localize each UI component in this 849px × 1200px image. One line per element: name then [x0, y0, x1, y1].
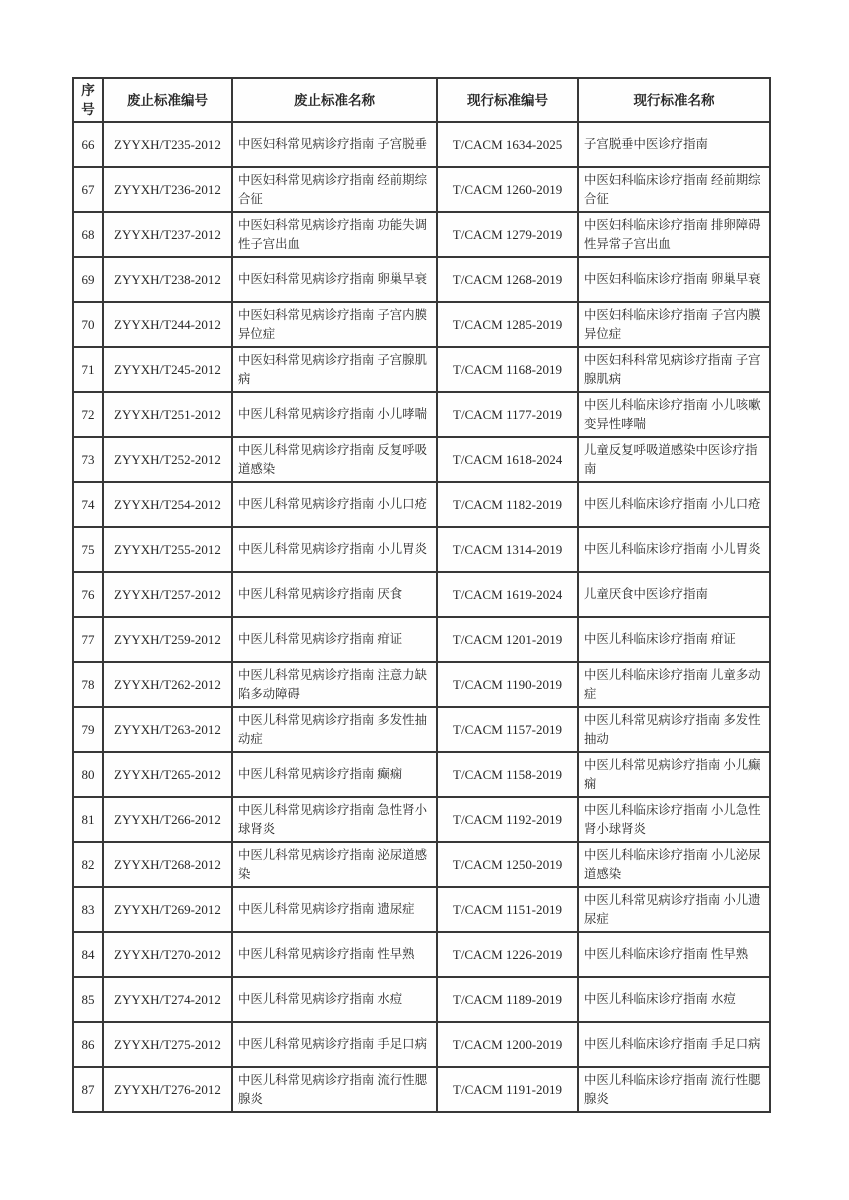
table-row [73, 122, 770, 167]
abolished-code-cell: ZYYXH/T270-2012 [103, 932, 232, 977]
table-row [73, 977, 770, 1022]
abolished-name-cell: 中医儿科常见病诊疗指南 水痘 [232, 977, 437, 1022]
table-row [73, 482, 770, 527]
abolished-name-cell: 中医儿科常见病诊疗指南 急性肾小球肾炎 [232, 797, 437, 842]
abolished-code-cell: ZYYXH/T259-2012 [103, 617, 232, 662]
abolished-name-cell: 中医儿科常见病诊疗指南 小儿口疮 [232, 482, 437, 527]
table-row [73, 662, 770, 707]
abolished-code-cell: ZYYXH/T237-2012 [103, 212, 232, 257]
current-code-cell: T/CACM 1226-2019 [437, 932, 578, 977]
current-code-cell: T/CACM 1190-2019 [437, 662, 578, 707]
abolished-name-cell: 中医儿科常见病诊疗指南 反复呼吸道感染 [232, 437, 437, 482]
abolished-code-cell: ZYYXH/T254-2012 [103, 482, 232, 527]
abolished-name-cell: 中医儿科常见病诊疗指南 疳证 [232, 617, 437, 662]
abolished-name-cell: 中医儿科常见病诊疗指南 小儿胃炎 [232, 527, 437, 572]
table-row [73, 932, 770, 977]
index-cell: 84 [73, 932, 103, 977]
current-name-cell: 儿童反复呼吸道感染中医诊疗指南 [578, 437, 770, 482]
abolished-code-cell: ZYYXH/T252-2012 [103, 437, 232, 482]
abolished-code-cell: ZYYXH/T263-2012 [103, 707, 232, 752]
abolished-code-cell: ZYYXH/T266-2012 [103, 797, 232, 842]
table-row [73, 707, 770, 752]
current-name-cell: 中医妇科临床诊疗指南 子宫内膜异位症 [578, 302, 770, 347]
abolished-name-cell: 中医儿科常见病诊疗指南 手足口病 [232, 1022, 437, 1067]
current-code-cell: T/CACM 1250-2019 [437, 842, 578, 887]
table-row [73, 1022, 770, 1067]
current-code-cell: T/CACM 1158-2019 [437, 752, 578, 797]
table-row [73, 1067, 770, 1112]
index-cell: 87 [73, 1067, 103, 1112]
current-code-cell: T/CACM 1201-2019 [437, 617, 578, 662]
current-name-cell: 中医儿科临床诊疗指南 小儿急性肾小球肾炎 [578, 797, 770, 842]
current-code-cell: T/CACM 1268-2019 [437, 257, 578, 302]
standards-table-header [73, 78, 770, 122]
index-cell: 76 [73, 572, 103, 617]
abolished-name-cell: 中医妇科常见病诊疗指南 子宫内膜异位症 [232, 302, 437, 347]
abolished-name-cell: 中医儿科常见病诊疗指南 泌尿道感染 [232, 842, 437, 887]
index-cell: 80 [73, 752, 103, 797]
col-header-current-name: 现行标准名称 [578, 78, 770, 122]
current-code-cell: T/CACM 1192-2019 [437, 797, 578, 842]
current-name-cell: 中医儿科临床诊疗指南 小儿胃炎 [578, 527, 770, 572]
abolished-name-cell: 中医妇科常见病诊疗指南 子宫脱垂 [232, 122, 437, 167]
table-row [73, 302, 770, 347]
current-code-cell: T/CACM 1177-2019 [437, 392, 578, 437]
current-code-cell: T/CACM 1200-2019 [437, 1022, 578, 1067]
standards-table [72, 77, 771, 1113]
abolished-code-cell: ZYYXH/T265-2012 [103, 752, 232, 797]
table-row [73, 257, 770, 302]
index-cell: 75 [73, 527, 103, 572]
current-name-cell: 中医妇科科常见病诊疗指南 子宫腺肌病 [578, 347, 770, 392]
abolished-code-cell: ZYYXH/T274-2012 [103, 977, 232, 1022]
abolished-name-cell: 中医儿科常见病诊疗指南 流行性腮腺炎 [232, 1067, 437, 1112]
index-cell: 68 [73, 212, 103, 257]
index-cell: 79 [73, 707, 103, 752]
current-name-cell: 中医儿科临床诊疗指南 小儿口疮 [578, 482, 770, 527]
table-row [73, 842, 770, 887]
current-code-cell: T/CACM 1260-2019 [437, 167, 578, 212]
abolished-name-cell: 中医儿科常见病诊疗指南 癫痫 [232, 752, 437, 797]
abolished-code-cell: ZYYXH/T255-2012 [103, 527, 232, 572]
index-cell: 72 [73, 392, 103, 437]
index-cell: 82 [73, 842, 103, 887]
current-code-cell: T/CACM 1618-2024 [437, 437, 578, 482]
index-cell: 78 [73, 662, 103, 707]
index-cell: 71 [73, 347, 103, 392]
current-code-cell: T/CACM 1151-2019 [437, 887, 578, 932]
abolished-code-cell: ZYYXH/T269-2012 [103, 887, 232, 932]
table-row [73, 572, 770, 617]
current-name-cell: 中医儿科临床诊疗指南 手足口病 [578, 1022, 770, 1067]
abolished-code-cell: ZYYXH/T251-2012 [103, 392, 232, 437]
current-name-cell: 子宫脱垂中医诊疗指南 [578, 122, 770, 167]
abolished-code-cell: ZYYXH/T257-2012 [103, 572, 232, 617]
table-row [73, 617, 770, 662]
standards-table-body [73, 122, 770, 1112]
abolished-code-cell: ZYYXH/T276-2012 [103, 1067, 232, 1112]
current-name-cell: 中医儿科临床诊疗指南 小儿泌尿道感染 [578, 842, 770, 887]
current-code-cell: T/CACM 1168-2019 [437, 347, 578, 392]
abolished-name-cell: 中医儿科常见病诊疗指南 注意力缺陷多动障碍 [232, 662, 437, 707]
index-cell: 83 [73, 887, 103, 932]
index-cell: 70 [73, 302, 103, 347]
index-cell: 74 [73, 482, 103, 527]
table-row [73, 797, 770, 842]
abolished-name-cell: 中医妇科常见病诊疗指南 子宫腺肌病 [232, 347, 437, 392]
table-row [73, 167, 770, 212]
abolished-code-cell: ZYYXH/T268-2012 [103, 842, 232, 887]
index-cell: 77 [73, 617, 103, 662]
current-code-cell: T/CACM 1182-2019 [437, 482, 578, 527]
current-name-cell: 中医儿科临床诊疗指南 小儿咳嗽变异性哮喘 [578, 392, 770, 437]
index-cell: 67 [73, 167, 103, 212]
abolished-code-cell: ZYYXH/T236-2012 [103, 167, 232, 212]
abolished-name-cell: 中医儿科常见病诊疗指南 遗尿症 [232, 887, 437, 932]
abolished-name-cell: 中医妇科常见病诊疗指南 卵巢早衰 [232, 257, 437, 302]
current-code-cell: T/CACM 1285-2019 [437, 302, 578, 347]
index-cell: 73 [73, 437, 103, 482]
current-code-cell: T/CACM 1279-2019 [437, 212, 578, 257]
abolished-code-cell: ZYYXH/T238-2012 [103, 257, 232, 302]
col-header-abolished-name: 废止标准名称 [232, 78, 437, 122]
col-header-current-code: 现行标准编号 [437, 78, 578, 122]
current-name-cell: 中医妇科临床诊疗指南 经前期综合征 [578, 167, 770, 212]
index-cell: 86 [73, 1022, 103, 1067]
current-code-cell: T/CACM 1157-2019 [437, 707, 578, 752]
header-row [73, 78, 770, 122]
current-name-cell: 中医儿科常见病诊疗指南 多发性抽动 [578, 707, 770, 752]
table-row [73, 347, 770, 392]
current-name-cell: 中医儿科临床诊疗指南 儿童多动症 [578, 662, 770, 707]
current-code-cell: T/CACM 1619-2024 [437, 572, 578, 617]
index-cell: 69 [73, 257, 103, 302]
current-name-cell: 儿童厌食中医诊疗指南 [578, 572, 770, 617]
abolished-code-cell: ZYYXH/T275-2012 [103, 1022, 232, 1067]
table-row [73, 752, 770, 797]
current-name-cell: 中医儿科常见病诊疗指南 小儿遗尿症 [578, 887, 770, 932]
abolished-name-cell: 中医儿科常见病诊疗指南 小儿哮喘 [232, 392, 437, 437]
abolished-name-cell: 中医妇科常见病诊疗指南 功能失调性子宫出血 [232, 212, 437, 257]
current-code-cell: T/CACM 1191-2019 [437, 1067, 578, 1112]
abolished-code-cell: ZYYXH/T244-2012 [103, 302, 232, 347]
current-name-cell: 中医妇科临床诊疗指南 卵巢早衰 [578, 257, 770, 302]
abolished-code-cell: ZYYXH/T235-2012 [103, 122, 232, 167]
table-row [73, 527, 770, 572]
current-code-cell: T/CACM 1314-2019 [437, 527, 578, 572]
current-name-cell: 中医儿科临床诊疗指南 疳证 [578, 617, 770, 662]
current-code-cell: T/CACM 1634-2025 [437, 122, 578, 167]
abolished-code-cell: ZYYXH/T245-2012 [103, 347, 232, 392]
current-name-cell: 中医儿科临床诊疗指南 性早熟 [578, 932, 770, 977]
abolished-code-cell: ZYYXH/T262-2012 [103, 662, 232, 707]
table-row [73, 212, 770, 257]
abolished-name-cell: 中医儿科常见病诊疗指南 性早熟 [232, 932, 437, 977]
current-name-cell: 中医儿科临床诊疗指南 水痘 [578, 977, 770, 1022]
table-row [73, 437, 770, 482]
current-code-cell: T/CACM 1189-2019 [437, 977, 578, 1022]
table-row [73, 392, 770, 437]
index-cell: 81 [73, 797, 103, 842]
current-name-cell: 中医儿科临床诊疗指南 流行性腮腺炎 [578, 1067, 770, 1112]
current-name-cell: 中医妇科临床诊疗指南 排卵障碍性异常子宫出血 [578, 212, 770, 257]
current-name-cell: 中医儿科常见病诊疗指南 小儿癫痫 [578, 752, 770, 797]
index-cell: 66 [73, 122, 103, 167]
index-cell: 85 [73, 977, 103, 1022]
abolished-name-cell: 中医妇科常见病诊疗指南 经前期综合征 [232, 167, 437, 212]
abolished-name-cell: 中医儿科常见病诊疗指南 厌食 [232, 572, 437, 617]
col-header-index: 序号 [73, 78, 103, 122]
col-header-abolished-code: 废止标准编号 [103, 78, 232, 122]
table-row [73, 887, 770, 932]
abolished-name-cell: 中医儿科常见病诊疗指南 多发性抽动症 [232, 707, 437, 752]
